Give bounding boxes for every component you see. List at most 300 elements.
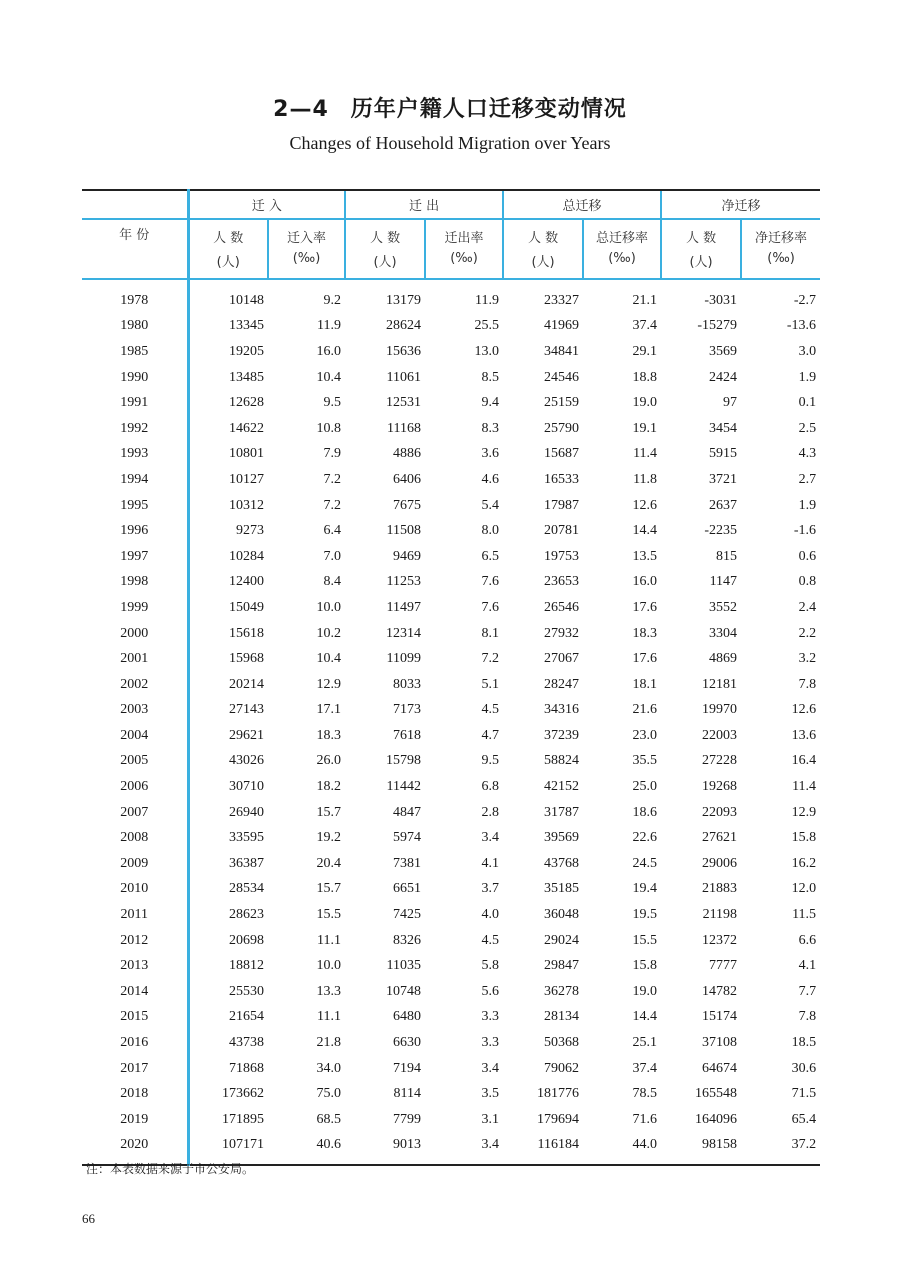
value-cell: 17987 <box>544 497 580 513</box>
value-cell: 37239 <box>544 727 580 743</box>
value-cell: 7.2 <box>323 497 342 513</box>
value-cell: 3.7 <box>481 881 500 897</box>
value-cell: 65.4 <box>791 1111 817 1127</box>
value-cell: 116184 <box>503 1133 583 1166</box>
table-row <box>82 467 820 493</box>
year-cell: 2013 <box>120 958 149 974</box>
value-cell: -1.6 <box>793 523 817 539</box>
value-cell: 7.8 <box>798 676 817 692</box>
value-cell: 10148 <box>188 279 268 314</box>
group-header: 净迁移 <box>661 190 820 219</box>
value-cell: 41969 <box>544 318 580 334</box>
value-cell: 19205 <box>188 339 268 365</box>
value-cell: 9469 <box>393 548 422 564</box>
table-row <box>82 544 820 570</box>
value-cell: 2424 <box>709 369 738 385</box>
value-cell: 16.0 <box>632 574 658 590</box>
value-cell: -3031 <box>704 292 738 308</box>
value-cell: 19.5 <box>632 907 658 923</box>
sub-header: 迁出率 <box>425 219 503 248</box>
value-cell: 10.4 <box>316 651 342 667</box>
value-cell: 6.6 <box>798 932 817 948</box>
value-cell: 75.0 <box>316 1086 342 1102</box>
value-cell: 107171 <box>188 1133 268 1166</box>
value-cell: 7.2 <box>481 651 500 667</box>
year-cell: 2009 <box>120 855 149 871</box>
value-cell: 7618 <box>393 727 422 743</box>
value-cell: 3.6 <box>481 446 500 462</box>
year-cell: 2011 <box>120 907 148 923</box>
year-cell: 1999 <box>120 599 149 615</box>
year-cell: 2016 <box>120 1035 149 1051</box>
value-cell: 10312 <box>188 493 268 519</box>
value-cell: 14.4 <box>632 523 658 539</box>
table-row <box>82 723 820 749</box>
value-cell: 7.0 <box>323 548 342 564</box>
unit-header: (人) <box>661 248 741 279</box>
year-cell: 2007 <box>120 804 149 820</box>
value-cell: -13.6 <box>786 318 817 334</box>
value-cell: 2.5 <box>798 420 817 436</box>
table-row <box>82 416 820 442</box>
value-cell: 7675 <box>393 497 422 513</box>
value-cell: 15798 <box>386 753 422 769</box>
value-cell: 5.4 <box>481 497 500 513</box>
table-row <box>82 1030 820 1056</box>
value-cell: 6.8 <box>481 779 500 795</box>
value-cell: 2.2 <box>798 625 817 641</box>
header-row-units <box>82 248 820 279</box>
value-cell: 3.4 <box>481 830 500 846</box>
value-cell: 28247 <box>544 676 580 692</box>
value-cell: 8.4 <box>323 574 342 590</box>
value-cell: 23653 <box>544 574 580 590</box>
value-cell: 0.6 <box>798 548 817 564</box>
value-cell: 27621 <box>702 830 738 846</box>
value-cell: 27143 <box>188 698 268 724</box>
value-cell: 24.5 <box>632 855 658 871</box>
value-cell: 25790 <box>544 420 580 436</box>
value-cell: 3454 <box>709 420 738 436</box>
value-cell: 7.6 <box>481 599 500 615</box>
value-cell: 12181 <box>702 676 738 692</box>
value-cell: 15.7 <box>316 804 342 820</box>
value-cell: 4847 <box>393 804 422 820</box>
year-cell: 2017 <box>120 1060 149 1076</box>
value-cell: 10284 <box>188 544 268 570</box>
value-cell: 13179 <box>386 292 422 308</box>
value-cell: 19.0 <box>632 983 658 999</box>
value-cell: 11.4 <box>633 446 658 462</box>
value-cell: 13345 <box>188 314 268 340</box>
value-cell: 11.1 <box>317 932 342 948</box>
value-cell: 20781 <box>544 523 580 539</box>
value-cell: 42152 <box>544 779 580 795</box>
value-cell: 4.5 <box>481 702 500 718</box>
year-cell: 1994 <box>120 471 149 487</box>
value-cell: 3721 <box>709 471 738 487</box>
unit-header: (‰) <box>741 248 820 279</box>
value-cell: 7799 <box>393 1111 422 1127</box>
header-row-sub <box>82 219 820 248</box>
table-row <box>82 646 820 672</box>
value-cell: 8.3 <box>481 420 500 436</box>
sub-header: 总迁移率 <box>583 219 661 248</box>
table-row <box>82 314 820 340</box>
year-cell: 1996 <box>120 523 149 539</box>
table-body <box>82 279 820 1165</box>
value-cell: 26546 <box>544 599 580 615</box>
value-cell: 35185 <box>544 881 580 897</box>
value-cell: 9.5 <box>323 395 342 411</box>
table-row <box>82 851 820 877</box>
year-header-bottom <box>82 248 188 279</box>
value-cell: 7777 <box>709 958 738 974</box>
value-cell: 11508 <box>386 523 422 539</box>
year-cell: 1990 <box>120 369 149 385</box>
value-cell: 5974 <box>393 830 422 846</box>
value-cell: 16.0 <box>316 343 342 359</box>
table-row <box>82 339 820 365</box>
value-cell: 179694 <box>537 1111 580 1127</box>
value-cell: 11497 <box>386 599 422 615</box>
table-number: 2—4 <box>273 97 329 122</box>
value-cell: 64674 <box>702 1060 738 1076</box>
value-cell: 10127 <box>188 467 268 493</box>
value-cell: 33595 <box>188 825 268 851</box>
value-cell: 2.4 <box>798 599 817 615</box>
value-cell: 15.8 <box>791 830 817 846</box>
value-cell: 78.5 <box>632 1086 658 1102</box>
value-cell: 19.4 <box>632 881 658 897</box>
value-cell: 12.6 <box>632 497 658 513</box>
year-cell: 2018 <box>120 1086 149 1102</box>
value-cell: 7.6 <box>481 574 500 590</box>
value-cell: 29847 <box>544 958 580 974</box>
value-cell: 8114 <box>393 1086 422 1102</box>
year-cell: 1991 <box>120 395 149 411</box>
value-cell: 4869 <box>709 651 738 667</box>
value-cell: 6480 <box>393 1009 422 1025</box>
value-cell: 7194 <box>393 1060 422 1076</box>
value-cell: 24546 <box>544 369 580 385</box>
value-cell: 29006 <box>702 855 738 871</box>
value-cell: 9273 <box>188 518 268 544</box>
value-cell: 5.8 <box>481 958 500 974</box>
value-cell: 4.6 <box>481 471 500 487</box>
year-cell: 1978 <box>120 292 149 308</box>
sub-header: 净迁移率 <box>741 219 820 248</box>
migration-table <box>82 189 820 1166</box>
value-cell: 28134 <box>544 1009 580 1025</box>
year-cell: 1992 <box>120 420 149 436</box>
table-row <box>82 698 820 724</box>
year-cell: 1980 <box>120 318 149 334</box>
value-cell: 30710 <box>188 774 268 800</box>
value-cell: 7425 <box>393 907 422 923</box>
unit-header: (人) <box>188 248 268 279</box>
value-cell: 25.0 <box>632 779 658 795</box>
value-cell: 71.6 <box>632 1111 658 1127</box>
value-cell: 36048 <box>544 907 580 923</box>
value-cell: 15049 <box>188 595 268 621</box>
value-cell: 21.8 <box>316 1035 342 1051</box>
value-cell: 8.0 <box>481 523 500 539</box>
value-cell: 19268 <box>702 779 738 795</box>
value-cell: 11442 <box>386 779 422 795</box>
group-header: 总迁移 <box>503 190 661 219</box>
value-cell: 39569 <box>544 830 580 846</box>
value-cell: 6.4 <box>323 523 342 539</box>
table-row <box>82 493 820 519</box>
value-cell: 2.8 <box>481 804 500 820</box>
value-cell: 12.9 <box>316 676 342 692</box>
value-cell: 12.9 <box>791 804 817 820</box>
value-cell: 2637 <box>709 497 738 513</box>
value-cell: 3569 <box>709 343 738 359</box>
year-cell: 2014 <box>120 983 149 999</box>
value-cell: 0.8 <box>798 574 817 590</box>
sub-header: 人 数 <box>503 219 583 248</box>
value-cell: 14.4 <box>632 1009 658 1025</box>
value-cell: 6.5 <box>481 548 500 564</box>
value-cell: 3.5 <box>481 1086 500 1102</box>
value-cell: 10.0 <box>316 599 342 615</box>
page-subtitle: Changes of Household Migration over Years <box>289 133 611 153</box>
value-cell: 29621 <box>188 723 268 749</box>
value-cell: 11.9 <box>317 318 342 334</box>
year-cell: 1997 <box>120 548 149 564</box>
value-cell: 0.1 <box>798 395 817 411</box>
value-cell: 21.1 <box>632 292 658 308</box>
value-cell: 17.6 <box>632 651 658 667</box>
value-cell: 18.3 <box>316 727 342 743</box>
table-row <box>82 390 820 416</box>
value-cell: 34841 <box>544 343 580 359</box>
value-cell: 18.1 <box>632 676 658 692</box>
year-cell: 1993 <box>120 446 149 462</box>
value-cell: 13.6 <box>791 727 817 743</box>
value-cell: 15.5 <box>316 907 342 923</box>
year-cell: 2004 <box>120 727 149 743</box>
value-cell: 7.8 <box>798 1009 817 1025</box>
value-cell: 79062 <box>544 1060 580 1076</box>
value-cell: 11168 <box>387 420 422 436</box>
year-cell: 2006 <box>120 779 149 795</box>
value-cell: 3.4 <box>481 1060 500 1076</box>
group-header: 迁 入 <box>188 190 345 219</box>
value-cell: 4.5 <box>481 932 500 948</box>
value-cell: 7173 <box>393 702 422 718</box>
value-cell: 15174 <box>702 1009 738 1025</box>
year-header-top <box>82 190 188 219</box>
value-cell: 16.4 <box>791 753 817 769</box>
year-cell: 1985 <box>120 343 149 359</box>
value-cell: 164096 <box>695 1111 738 1127</box>
value-cell: 173662 <box>188 1081 268 1107</box>
year-cell: 2019 <box>120 1111 149 1127</box>
value-cell: 11099 <box>386 651 422 667</box>
value-cell: 25.5 <box>474 318 500 334</box>
year-cell: 2010 <box>120 881 149 897</box>
value-cell: 31787 <box>544 804 580 820</box>
value-cell: 10748 <box>386 983 422 999</box>
value-cell: 2.7 <box>798 471 817 487</box>
table-row <box>82 902 820 928</box>
value-cell: 22003 <box>702 727 738 743</box>
year-cell: 2002 <box>120 676 149 692</box>
value-cell: 27228 <box>702 753 738 769</box>
year-cell: 2012 <box>120 932 149 948</box>
value-cell: 22093 <box>702 804 738 820</box>
value-cell: 11035 <box>386 958 422 974</box>
value-cell: 37.4 <box>632 1060 658 1076</box>
value-cell: 11.8 <box>633 471 658 487</box>
value-cell: 13.3 <box>316 983 342 999</box>
value-cell: 98158 <box>661 1133 741 1166</box>
value-cell: 25159 <box>544 395 580 411</box>
table-row <box>82 595 820 621</box>
value-cell: 15968 <box>188 646 268 672</box>
sub-header: 迁入率 <box>268 219 345 248</box>
value-cell: 9.4 <box>481 395 500 411</box>
value-cell: 50368 <box>544 1035 580 1051</box>
value-cell: 4.1 <box>798 958 817 974</box>
value-cell: 26.0 <box>316 753 342 769</box>
table-row <box>82 749 820 775</box>
value-cell: 16533 <box>544 471 580 487</box>
sub-header: 人 数 <box>345 219 425 248</box>
value-cell: 11253 <box>386 574 422 590</box>
table-row <box>82 825 820 851</box>
unit-header: (‰) <box>425 248 503 279</box>
value-cell: 4.7 <box>481 727 500 743</box>
value-cell: 15636 <box>386 343 422 359</box>
value-cell: 14782 <box>702 983 738 999</box>
value-cell: 13.0 <box>474 343 500 359</box>
value-cell: 21198 <box>702 907 738 923</box>
value-cell: 23.0 <box>632 727 658 743</box>
value-cell: 19753 <box>544 548 580 564</box>
value-cell: 11061 <box>386 369 422 385</box>
year-cell: 2020 <box>82 1133 188 1166</box>
value-cell: 9.2 <box>323 292 342 308</box>
value-cell: 18.6 <box>632 804 658 820</box>
table-row <box>82 442 820 468</box>
value-cell: 7.9 <box>323 446 342 462</box>
value-cell: 15.7 <box>316 881 342 897</box>
table-row <box>82 800 820 826</box>
value-cell: 7381 <box>393 855 422 871</box>
value-cell: 19.1 <box>632 420 658 436</box>
unit-header: (人) <box>503 248 583 279</box>
value-cell: 4.1 <box>481 855 500 871</box>
value-cell: 43738 <box>188 1030 268 1056</box>
table-row <box>82 518 820 544</box>
value-cell: 20214 <box>188 672 268 698</box>
value-cell: 8326 <box>393 932 422 948</box>
year-cell: 2001 <box>120 651 149 667</box>
value-cell: 40.6 <box>268 1133 345 1166</box>
value-cell: 1.9 <box>798 369 817 385</box>
value-cell: 68.5 <box>316 1111 342 1127</box>
value-cell: 29024 <box>544 932 580 948</box>
value-cell: 5.6 <box>481 983 500 999</box>
value-cell: 28534 <box>188 877 268 903</box>
table-row <box>82 672 820 698</box>
value-cell: 5915 <box>709 446 738 462</box>
value-cell: 11.5 <box>792 907 817 923</box>
table-row <box>82 1005 820 1031</box>
table-row <box>82 877 820 903</box>
table-row <box>82 365 820 391</box>
value-cell: 23327 <box>544 292 580 308</box>
value-cell: 9013 <box>345 1133 425 1166</box>
value-cell: 1.9 <box>798 497 817 513</box>
value-cell: 12628 <box>188 390 268 416</box>
value-cell: -2235 <box>704 523 738 539</box>
year-cell: 2008 <box>120 830 149 846</box>
value-cell: 18.8 <box>632 369 658 385</box>
unit-header: (人) <box>345 248 425 279</box>
value-cell: 43768 <box>544 855 580 871</box>
value-cell: 3552 <box>709 599 738 615</box>
value-cell: 3304 <box>709 625 738 641</box>
value-cell: 19.0 <box>632 395 658 411</box>
sub-header: 人 数 <box>188 219 268 248</box>
table-row <box>82 1056 820 1082</box>
title-cn-text: 历年户籍人口迁移变动情况 <box>350 97 627 122</box>
value-cell: 9.5 <box>481 753 500 769</box>
value-cell: -15279 <box>697 318 738 334</box>
value-cell: 12314 <box>386 625 422 641</box>
value-cell: 37.2 <box>741 1133 820 1166</box>
value-cell: 36387 <box>188 851 268 877</box>
value-cell: 5.1 <box>481 676 500 692</box>
value-cell: 18.5 <box>791 1035 817 1051</box>
sub-header: 人 数 <box>661 219 741 248</box>
value-cell: 8033 <box>393 676 422 692</box>
value-cell: 4886 <box>393 446 422 462</box>
value-cell: 37.4 <box>632 318 658 334</box>
value-cell: 28623 <box>188 902 268 928</box>
value-cell: 14622 <box>188 416 268 442</box>
value-cell: 71.5 <box>791 1086 817 1102</box>
value-cell: 165548 <box>695 1086 738 1102</box>
group-header: 迁 出 <box>345 190 503 219</box>
value-cell: 27932 <box>544 625 580 641</box>
value-cell: 13.5 <box>632 548 658 564</box>
table-row <box>82 621 820 647</box>
value-cell: 8.1 <box>481 625 500 641</box>
value-cell: 15618 <box>188 621 268 647</box>
value-cell: 17.6 <box>632 599 658 615</box>
value-cell: 11.1 <box>317 1009 342 1025</box>
value-cell: 171895 <box>188 1107 268 1133</box>
value-cell: 18.3 <box>632 625 658 641</box>
year-cell: 2003 <box>120 702 149 718</box>
value-cell: 21883 <box>702 881 738 897</box>
value-cell: 15.8 <box>632 958 658 974</box>
value-cell: 26940 <box>188 800 268 826</box>
value-cell: 10.8 <box>316 420 342 436</box>
year-header: 年 份 <box>119 227 150 243</box>
value-cell: 12531 <box>386 395 422 411</box>
value-cell: 15.5 <box>632 932 658 948</box>
value-cell: 71868 <box>188 1056 268 1082</box>
value-cell: 1147 <box>709 574 738 590</box>
value-cell: 58824 <box>544 753 580 769</box>
